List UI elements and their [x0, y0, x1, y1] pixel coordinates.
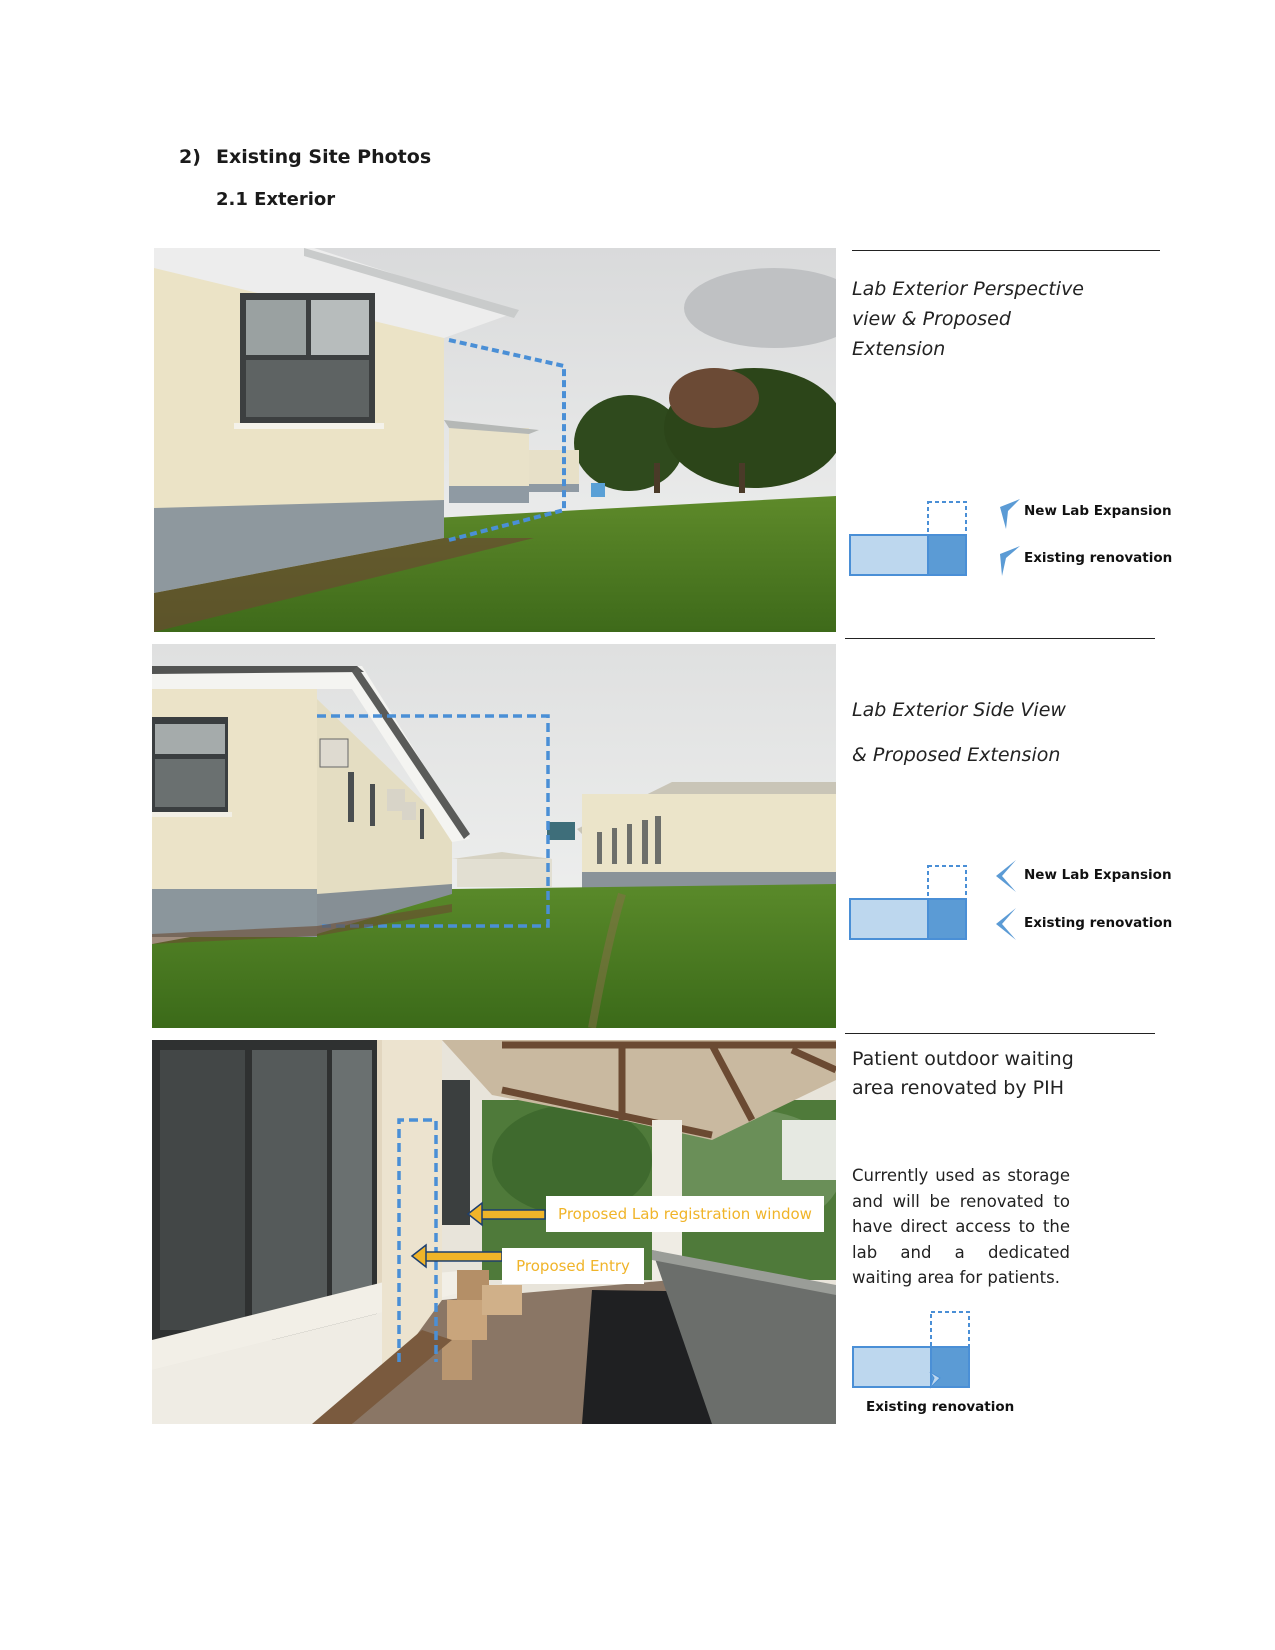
callout-proposed-lab-registration-window: Proposed Lab registration window — [546, 1196, 824, 1232]
panel1-legend-existing-label: Existing renovation — [1024, 550, 1173, 566]
section-title: Existing Site Photos — [216, 146, 432, 168]
panel2-legend-existing-label: Existing renovation — [1024, 915, 1173, 931]
panel2-legend-diagram — [849, 864, 969, 942]
panel2-caption-line1: Lab Exterior Side View — [852, 699, 1066, 721]
panel3-legend-diagram — [852, 1310, 972, 1390]
photo-patient-waiting-area — [152, 1040, 836, 1424]
panel2-caption — [852, 688, 1152, 778]
panel3-legend-existing-label: Existing renovation — [866, 1399, 1015, 1415]
panel2-legend-new-label: New Lab Expansion — [1024, 867, 1172, 883]
panel1-legend-diagram — [849, 500, 969, 578]
panel2-caption-line2: & Proposed Extension — [852, 744, 1061, 766]
panel1-top-rule — [852, 250, 1160, 251]
panel3-description: Currently used as storage and will be renovated to have direct access to the lab and a dedicated waiting area for patients. — [852, 1166, 1070, 1287]
panel3-caption-line1: Patient outdoor waiting — [852, 1048, 1074, 1070]
subsection-title: 2.1 Exterior — [216, 189, 336, 210]
panel3-caption-line2: area renovated by PIH — [852, 1077, 1064, 1099]
callout-proposed-entry: Proposed Entry — [502, 1248, 644, 1284]
panel1-bottom-rule — [845, 638, 1155, 639]
panel1-caption — [852, 274, 1152, 364]
panel1-caption-line1: Lab Exterior Perspective — [852, 278, 1084, 300]
panel2-bottom-rule — [845, 1033, 1155, 1034]
panel2-legend-new-arrow-icon — [994, 858, 1020, 898]
section-number: 2) — [179, 146, 201, 168]
photo-lab-exterior-perspective — [154, 248, 836, 632]
section-heading — [179, 146, 479, 172]
panel3-caption — [852, 1045, 1152, 1103]
panel1-legend-existing-arrow-icon — [996, 544, 1022, 582]
panel1-caption-line2: view & Proposed — [852, 308, 1011, 330]
panel2-legend-existing-arrow-icon — [994, 906, 1020, 946]
panel1-legend-new-label: New Lab Expansion — [1024, 503, 1172, 519]
panel1-legend-new-arrow-icon — [996, 497, 1022, 535]
panel1-caption-line3: Extension — [852, 338, 946, 360]
photo-lab-exterior-side-view — [152, 644, 836, 1028]
